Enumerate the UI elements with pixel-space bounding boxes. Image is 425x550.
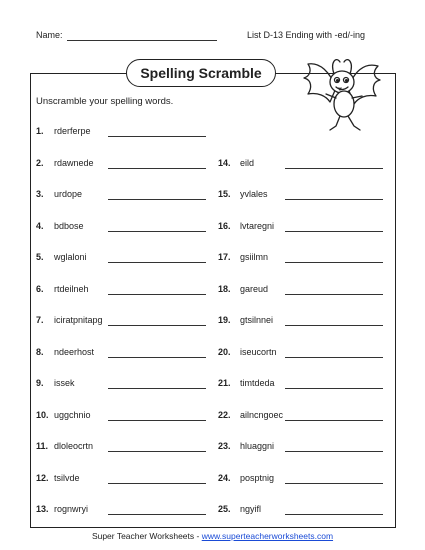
answer-line[interactable]	[108, 388, 206, 389]
spelling-item	[36, 315, 103, 325]
item-number: 6.	[36, 283, 44, 294]
scrambled-word: bdbose	[54, 220, 84, 231]
name-answer-line[interactable]	[67, 40, 217, 41]
spelling-item	[36, 221, 84, 231]
spelling-item	[218, 347, 277, 357]
footer-text: Super Teacher Worksheets -	[91, 531, 202, 541]
item-number: 4.	[36, 220, 44, 231]
answer-line[interactable]	[285, 514, 383, 515]
answer-line[interactable]	[108, 136, 206, 137]
item-number: 22.	[218, 409, 231, 420]
worksheet-frame	[30, 73, 396, 528]
scrambled-word: urdope	[54, 189, 83, 199]
answer-line[interactable]	[108, 294, 206, 295]
scrambled-word: ndeerhost	[54, 346, 95, 357]
item-number: 21.	[218, 378, 231, 388]
scrambled-word: ngyifl	[240, 504, 262, 514]
footer-link[interactable]: www.superteacherworksheets.com	[201, 531, 334, 541]
answer-line[interactable]	[285, 420, 383, 421]
answer-line[interactable]	[285, 199, 383, 200]
scrambled-word: ailncngoec	[240, 409, 284, 420]
spelling-item	[218, 473, 274, 483]
spelling-item	[218, 221, 274, 231]
spelling-item	[218, 315, 273, 325]
instructions: Unscramble your spelling words.	[36, 96, 174, 107]
scrambled-word: rtdeilneh	[54, 283, 89, 294]
scrambled-word: eild	[240, 157, 255, 168]
spelling-item	[36, 284, 89, 294]
answer-line[interactable]	[285, 231, 383, 232]
scrambled-word: rognwryi	[54, 504, 89, 514]
page-title-text: Spelling Scramble	[140, 65, 262, 81]
item-number: 20.	[218, 346, 231, 357]
item-number: 2.	[36, 157, 44, 168]
answer-line[interactable]	[108, 325, 206, 326]
scrambled-word: tsilvde	[54, 472, 80, 483]
answer-line[interactable]	[285, 262, 383, 263]
spelling-item	[218, 284, 268, 294]
answer-line[interactable]	[285, 325, 383, 326]
footer	[0, 531, 425, 541]
spelling-item	[36, 347, 94, 357]
answer-line[interactable]	[285, 388, 383, 389]
scrambled-word: timtdeda	[240, 378, 275, 388]
spelling-item	[36, 158, 94, 168]
item-number: 7.	[36, 315, 44, 325]
scrambled-word: gareud	[240, 283, 269, 294]
spelling-item	[36, 252, 87, 262]
spelling-item	[218, 410, 283, 420]
item-number: 25.	[218, 504, 231, 514]
scrambled-word: wglaloni	[54, 252, 87, 262]
item-number: 5.	[36, 252, 44, 262]
item-number: 19.	[218, 315, 231, 325]
answer-line[interactable]	[108, 357, 206, 358]
scrambled-word: gsiilmn	[240, 252, 269, 262]
answer-line[interactable]	[108, 231, 206, 232]
item-number: 16.	[218, 220, 231, 231]
spelling-item	[218, 441, 274, 451]
answer-line[interactable]	[285, 294, 383, 295]
item-number: 17.	[218, 252, 231, 262]
scrambled-word: uggchnio	[54, 409, 91, 420]
scrambled-word: yvlales	[240, 189, 268, 199]
spelling-item	[218, 158, 254, 168]
item-number: 11.	[36, 441, 49, 451]
item-number: 18.	[218, 283, 231, 294]
answer-line[interactable]	[108, 451, 206, 452]
scrambled-word: lvtaregni	[240, 220, 275, 231]
answer-line[interactable]	[285, 168, 383, 169]
item-number: 1.	[36, 126, 44, 136]
spelling-item	[218, 252, 268, 262]
item-number: 13.	[36, 504, 49, 514]
scrambled-word: dloleocrtn	[54, 441, 94, 451]
spelling-item	[218, 189, 268, 199]
answer-line[interactable]	[108, 420, 206, 421]
spelling-item	[36, 504, 88, 514]
page-title	[126, 59, 276, 87]
item-number: 14.	[218, 157, 231, 168]
list-label: List D-13 Ending with -ed/-ing	[247, 30, 366, 40]
spelling-item	[36, 441, 93, 451]
scrambled-word: iseucortn	[240, 346, 277, 357]
scrambled-word: posptnig	[240, 472, 275, 483]
scrambled-word: rderferpe	[54, 126, 91, 136]
scrambled-word: issek	[54, 378, 75, 388]
item-number: 24.	[218, 472, 231, 483]
spelling-item	[36, 473, 80, 483]
scrambled-word: gtsilnnei	[240, 315, 274, 325]
answer-line[interactable]	[108, 483, 206, 484]
item-number: 23.	[218, 441, 231, 451]
spelling-item	[36, 410, 91, 420]
item-number: 12.	[36, 472, 49, 483]
bat-illustration	[300, 52, 384, 138]
spelling-item	[36, 378, 75, 388]
answer-line[interactable]	[108, 514, 206, 515]
spelling-item	[36, 126, 91, 136]
name-label: Name:	[36, 30, 63, 40]
item-number: 15.	[218, 189, 231, 199]
answer-line[interactable]	[108, 168, 206, 169]
answer-line[interactable]	[108, 262, 206, 263]
spelling-item	[218, 504, 261, 514]
item-number: 10.	[36, 409, 49, 420]
answer-line[interactable]	[285, 357, 383, 358]
spelling-item	[36, 189, 82, 199]
spelling-item	[218, 378, 275, 388]
scrambled-word: hluaggni	[240, 441, 275, 451]
scrambled-word: rdawnede	[54, 157, 94, 168]
scrambled-word: iciratpnitapg	[54, 315, 103, 325]
answer-line[interactable]	[108, 199, 206, 200]
item-number: 3.	[36, 189, 44, 199]
item-number: 9.	[36, 378, 44, 388]
item-number: 8.	[36, 346, 44, 357]
answer-line[interactable]	[285, 451, 383, 452]
answer-line[interactable]	[285, 483, 383, 484]
